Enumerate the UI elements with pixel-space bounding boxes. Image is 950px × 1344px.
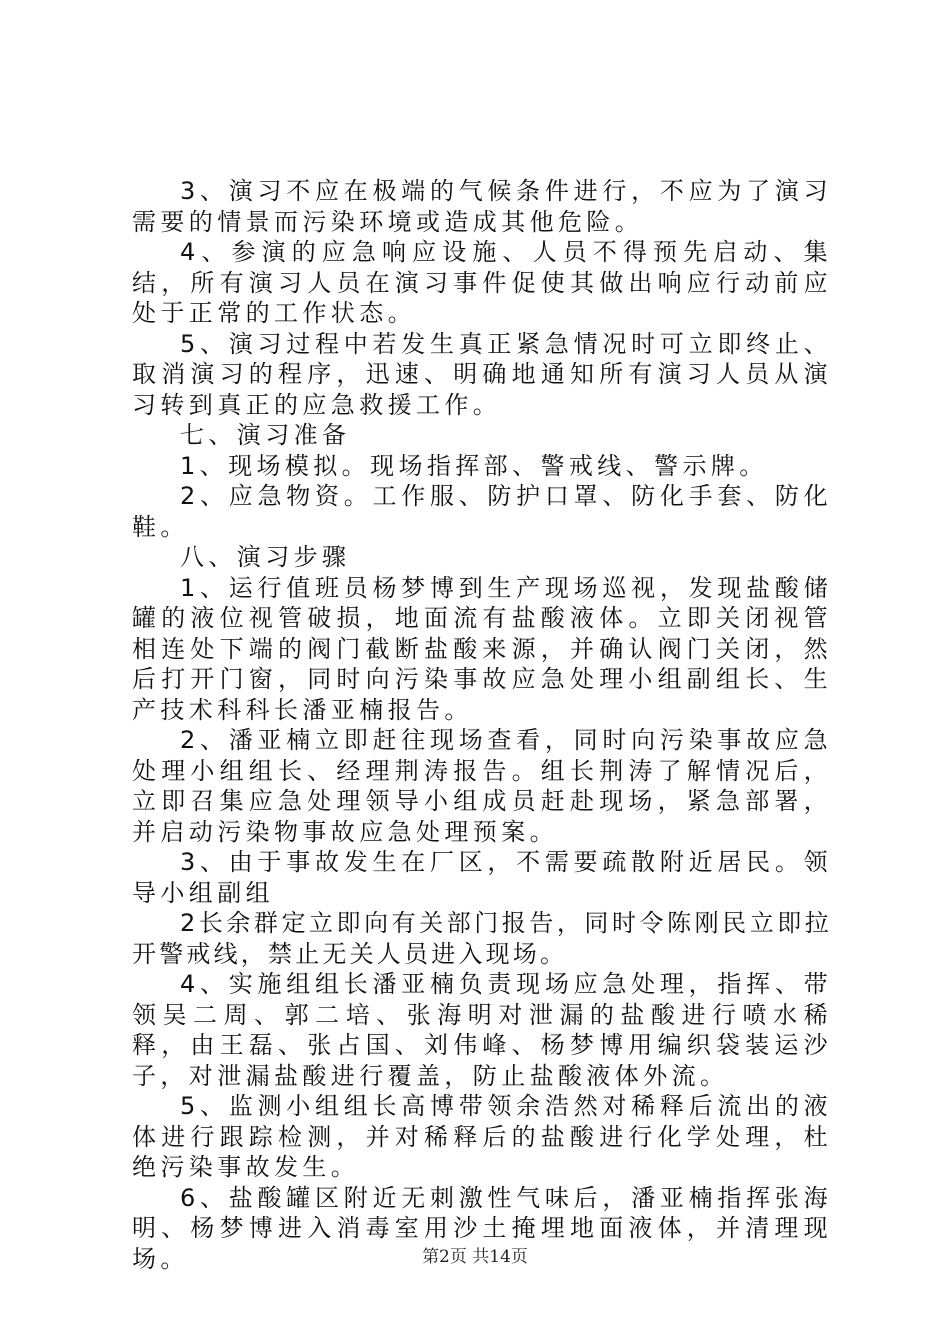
paragraph-step-5: 5、监测小组组长高博带领余浩然对稀释后流出的液体进行跟踪检测，并对稀释后的盐酸进行化学处理，杜绝污染事故发生。 bbox=[132, 1092, 832, 1181]
paragraph-step-4: 4、实施组组长潘亚楠负责现场应急处理，指挥、带领吴二周、郭二培、张海明对泄漏的盐酸进行喷水稀释，由王磊、张占国、刘伟峰、杨梦博用编织袋装运沙子，对泄漏盐酸进行覆盖，防止盐酸液体外流。 bbox=[132, 970, 832, 1090]
section-heading-steps: 八、演习步骤 bbox=[180, 543, 351, 571]
paragraph-rule-3: 3、演习不应在极端的气候条件进行，不应为了演习需要的情景而污染环境或造成其他危险。 bbox=[132, 177, 832, 236]
paragraph-rule-4: 4、参演的应急响应设施、人员不得预先启动、集结，所有演习人员在演习事件促使其做出响应行动前应处于正常的工作状态。 bbox=[132, 238, 832, 327]
paragraph-prep-1: 1、现场模拟。现场指挥部、警戒线、警示牌。 bbox=[180, 451, 768, 480]
paragraph-step-3-continued: 2长余群定立即向有关部门报告，同时令陈刚民立即拉开警戒线，禁止无关人员进入现场。 bbox=[132, 909, 832, 968]
document-body bbox=[132, 176, 832, 1274]
paragraph-step-3: 3、由于事故发生在厂区，不需要疏散附近居民。领导小组副组 bbox=[132, 848, 832, 907]
paragraph-step-6: 6、盐酸罐区附近无刺激性气味后，潘亚楠指挥张海明、杨梦博进入消毒室用沙土掩埋地面液体，并清理现场。 bbox=[132, 1183, 832, 1273]
section-heading-preparation: 七、演习准备 bbox=[180, 421, 351, 449]
paragraph-prep-2: 2、应急物资。工作服、防护口罩、防化手套、防化鞋。 bbox=[132, 482, 832, 541]
paragraph-rule-5: 5、演习过程中若发生真正紧急情况时可立即终止、取消演习的程序，迅速、明确地通知所有演习人员从演习转到真正的应急救援工作。 bbox=[132, 329, 832, 419]
paragraph-step-2: 2、潘亚楠立即赶往现场查看，同时向污染事故应急处理小组组长、经理荆涛报告。组长荆涛了解情况后，立即召集应急处理领导小组成员赶赴现场，紧急部署，并启动污染物事故应急处理预案。 bbox=[132, 726, 832, 846]
paragraph-step-1: 1、运行值班员杨梦博到生产现场巡视，发现盐酸储罐的液位视管破损，地面流有盐酸液体。立即关闭视管相连处下端的阀门截断盐酸来源，并确认阀门关闭，然后打开门窗，同时向污染事故应急处理小组副组长、生产技术科科长潘亚楠报告。 bbox=[132, 573, 832, 724]
page-number-footer: 第2页 共14页 bbox=[422, 1247, 528, 1267]
